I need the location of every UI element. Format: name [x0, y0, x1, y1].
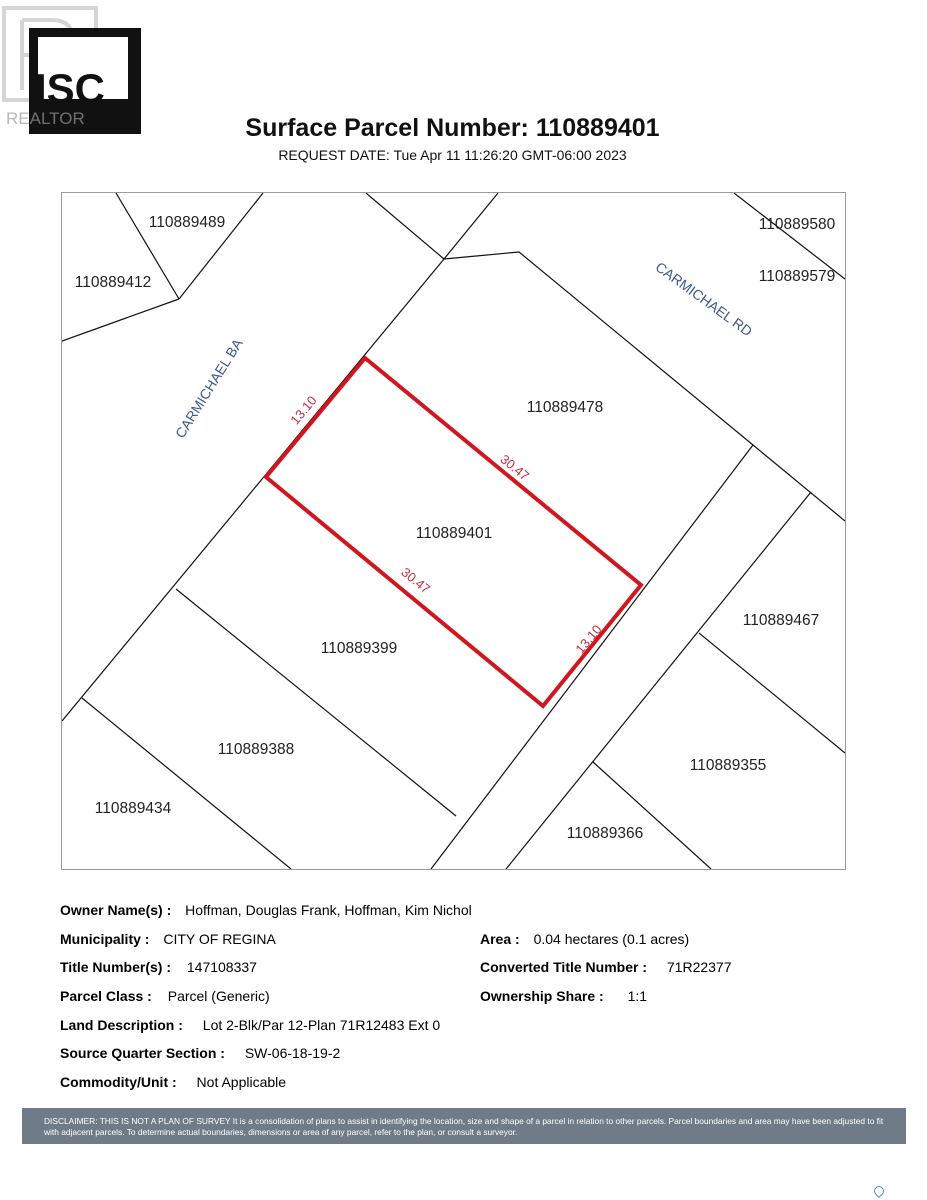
owner-label: Owner Name(s) :: [60, 902, 172, 918]
parcel-class-field: [60, 988, 270, 1004]
owner-field: [60, 902, 472, 918]
land-description-label: Land Description :: [60, 1017, 183, 1033]
commodity-label: Commodity/Unit :: [60, 1074, 177, 1090]
road-label-carmichael-rd: CARMICHAEL RD: [652, 258, 756, 340]
dimension-label: 30.47: [398, 564, 434, 597]
title-numbers-value: 147108337: [186, 959, 257, 975]
municipality-label: Municipality :: [60, 931, 150, 947]
disclaimer-banner: DISCLAIMER: THIS IS NOT A PLAN OF SURVEY It is a consolidation of plans to assist in identifying the location, size and shape of a parcel in relation to other parcels. Parcel boundaries and area may have been adjusted to fit with adjacent parcels. To determine actual boundaries, dimensions or area of any parcel, refer to the plan, or consult a surveyor.: [22, 1108, 906, 1144]
parcel-map: [61, 192, 846, 870]
parcel-label: 110889412: [74, 274, 152, 291]
parcel-label: 110889399: [320, 640, 398, 657]
parcel-label: 110889355: [689, 757, 767, 774]
title-numbers-field: [60, 959, 257, 975]
parcel-label: 110889478: [526, 399, 604, 416]
ownership-share-label: Ownership Share :: [480, 988, 604, 1004]
parcel-label: 110889434: [94, 800, 172, 817]
source-quarter-field: [60, 1045, 340, 1061]
parcel-label: 110889467: [742, 612, 820, 629]
parcel-label: 110889401: [415, 525, 493, 542]
area-label: Area :: [480, 931, 520, 947]
parcel-map-svg: [62, 193, 845, 869]
parcel-label: 110889388: [217, 741, 295, 758]
title-numbers-label: Title Number(s) :: [60, 959, 171, 975]
ownership-share-field: [480, 988, 647, 1004]
area-field: [480, 931, 689, 947]
source-quarter-value: SW-06-18-19-2: [244, 1045, 341, 1061]
land-description-field: [60, 1017, 440, 1033]
dimension-label: 13.10: [572, 621, 605, 657]
source-quarter-label: Source Quarter Section :: [60, 1045, 225, 1061]
parcel-class-label: Parcel Class :: [60, 988, 152, 1004]
parcel-label: 110889579: [758, 268, 836, 285]
dimension-label: 13.10: [287, 392, 320, 428]
dimension-label: 30.47: [497, 451, 533, 484]
municipality-field: [60, 931, 276, 947]
parcel-label: 110889580: [758, 216, 836, 233]
logo-text: ISC: [34, 65, 106, 112]
page-title: Surface Parcel Number: 110889401: [245, 114, 660, 142]
parcel-label: 110889489: [148, 214, 226, 231]
converted-title-value: 71R22377: [666, 959, 732, 975]
request-date: REQUEST DATE: Tue Apr 11 11:26:20 GMT-06:00 2023: [278, 147, 627, 163]
parcel-class-value: Parcel (Generic): [167, 988, 270, 1004]
land-description-value: Lot 2-Blk/Par 12-Plan 71R12483 Ext 0: [202, 1017, 441, 1033]
ownership-share-value: 1:1: [627, 988, 648, 1004]
map-pin-icon: [872, 1184, 886, 1198]
converted-title-label: Converted Title Number :: [480, 959, 647, 975]
converted-title-field: [480, 959, 732, 975]
road-label-carmichael-bay: CARMICHAEL BA: [171, 335, 246, 441]
commodity-value: Not Applicable: [196, 1074, 287, 1090]
parcel-label: 110889366: [566, 825, 644, 842]
municipality-value: CITY OF REGINA: [163, 931, 276, 947]
owner-value: Hoffman, Douglas Frank, Hoffman, Kim Nichol: [185, 902, 472, 918]
commodity-field: [60, 1074, 286, 1090]
logo-watermark: REALTOR: [6, 109, 85, 128]
area-value: 0.04 hectares (0.1 acres): [533, 931, 690, 947]
